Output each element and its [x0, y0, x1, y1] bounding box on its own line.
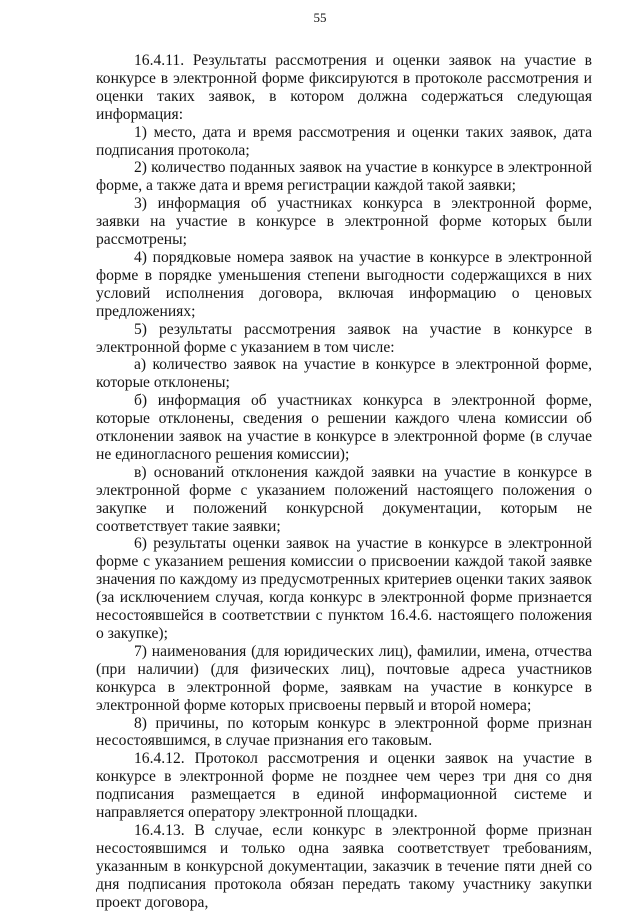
sub-item-b: б) информация об участниках конкурса в электронной форме, которые отклонены, сведения о решении каждого члена комиссии об отклонении заявок на участие в конкурсе в электронной форме (в случае не единогласного решения комиссии); [96, 392, 592, 463]
document-body [96, 52, 592, 912]
sub-item-v: в) оснований отклонения каждой заявки на участие в конкурсе в электронной форме с указанием положений настоящего положения о закупке и положений конкурсной документации, которым не соответствует такие заявки; [96, 463, 592, 535]
list-item-6: 6) результаты оценки заявок на участие в конкурсе в электронной форме с указанием решения комиссии о присвоении каждой такой заявке значения по каждому из предусмотренных критериев оценки таких заявок (за исключением случая, когда конкурс в электронной форме признается несостоявшейся в соответствии с пунктом 16.4.6. настоящего положения о закупке); [96, 535, 592, 642]
page-number: 55 [313, 10, 327, 25]
list-item-5: 5) результаты рассмотрения заявок на участие в конкурсе в электронной форме с указанием в том числе: [96, 320, 592, 356]
sub-item-a: а) количество заявок на участие в конкурсе в электронной форме, которые отклонены; [96, 356, 592, 392]
paragraph-16-4-11: 16.4.11. Результаты рассмотрения и оценки заявок на участие в конкурсе в электронной форме фиксируются в протоколе рассмотрения и оценки таких заявок, в котором должна содержаться следующая информация: [96, 52, 592, 123]
list-item-8: 8) причины, по которым конкурс в электронной форме признан несостоявшимся, в случае признания его таковым. [96, 714, 592, 750]
list-item-7: 7) наименования (для юридических лиц), фамилии, имена, отчества (при наличии) (для физических лиц), почтовые адреса участников конкурса в электронной форме, заявкам на участие в конкурсе в электронной форме которых присвоены первый и второй номера; [96, 642, 592, 714]
list-item-4: 4) порядковые номера заявок на участие в конкурсе в электронной форме в порядке уменьшения степени выгодности содержащихся в них условий исполнения договора, включая информацию о ценовых предложениях; [96, 248, 592, 320]
list-item-1: 1) место, дата и время рассмотрения и оценки таких заявок, дата подписания протокола; [96, 123, 592, 159]
list-item-3: 3) информация об участниках конкурса в электронной форме, заявки на участие в конкурсе в электронной форме которых были рассмотрены; [96, 195, 592, 249]
paragraph-16-4-13: 16.4.13. В случае, если конкурс в электронной форме признан несостоявшимся и только одна заявка соответствует требованиям, указанным в конкурсной документации, заказчик в течение пяти дней со дня подписания протокола обязан передать такому участнику закупки проект договора, [96, 821, 592, 911]
list-item-2: 2) количество поданных заявок на участие в конкурсе в электронной форме, а также дата и время регистрации каждой такой заявки; [96, 159, 592, 195]
paragraph-16-4-12: 16.4.12. Протокол рассмотрения и оценки заявок на участие в конкурсе в электронной форме не позднее чем через три дня со дня подписания размещается в единой информационной системе и направляется оператору электронной площадки. [96, 750, 592, 822]
